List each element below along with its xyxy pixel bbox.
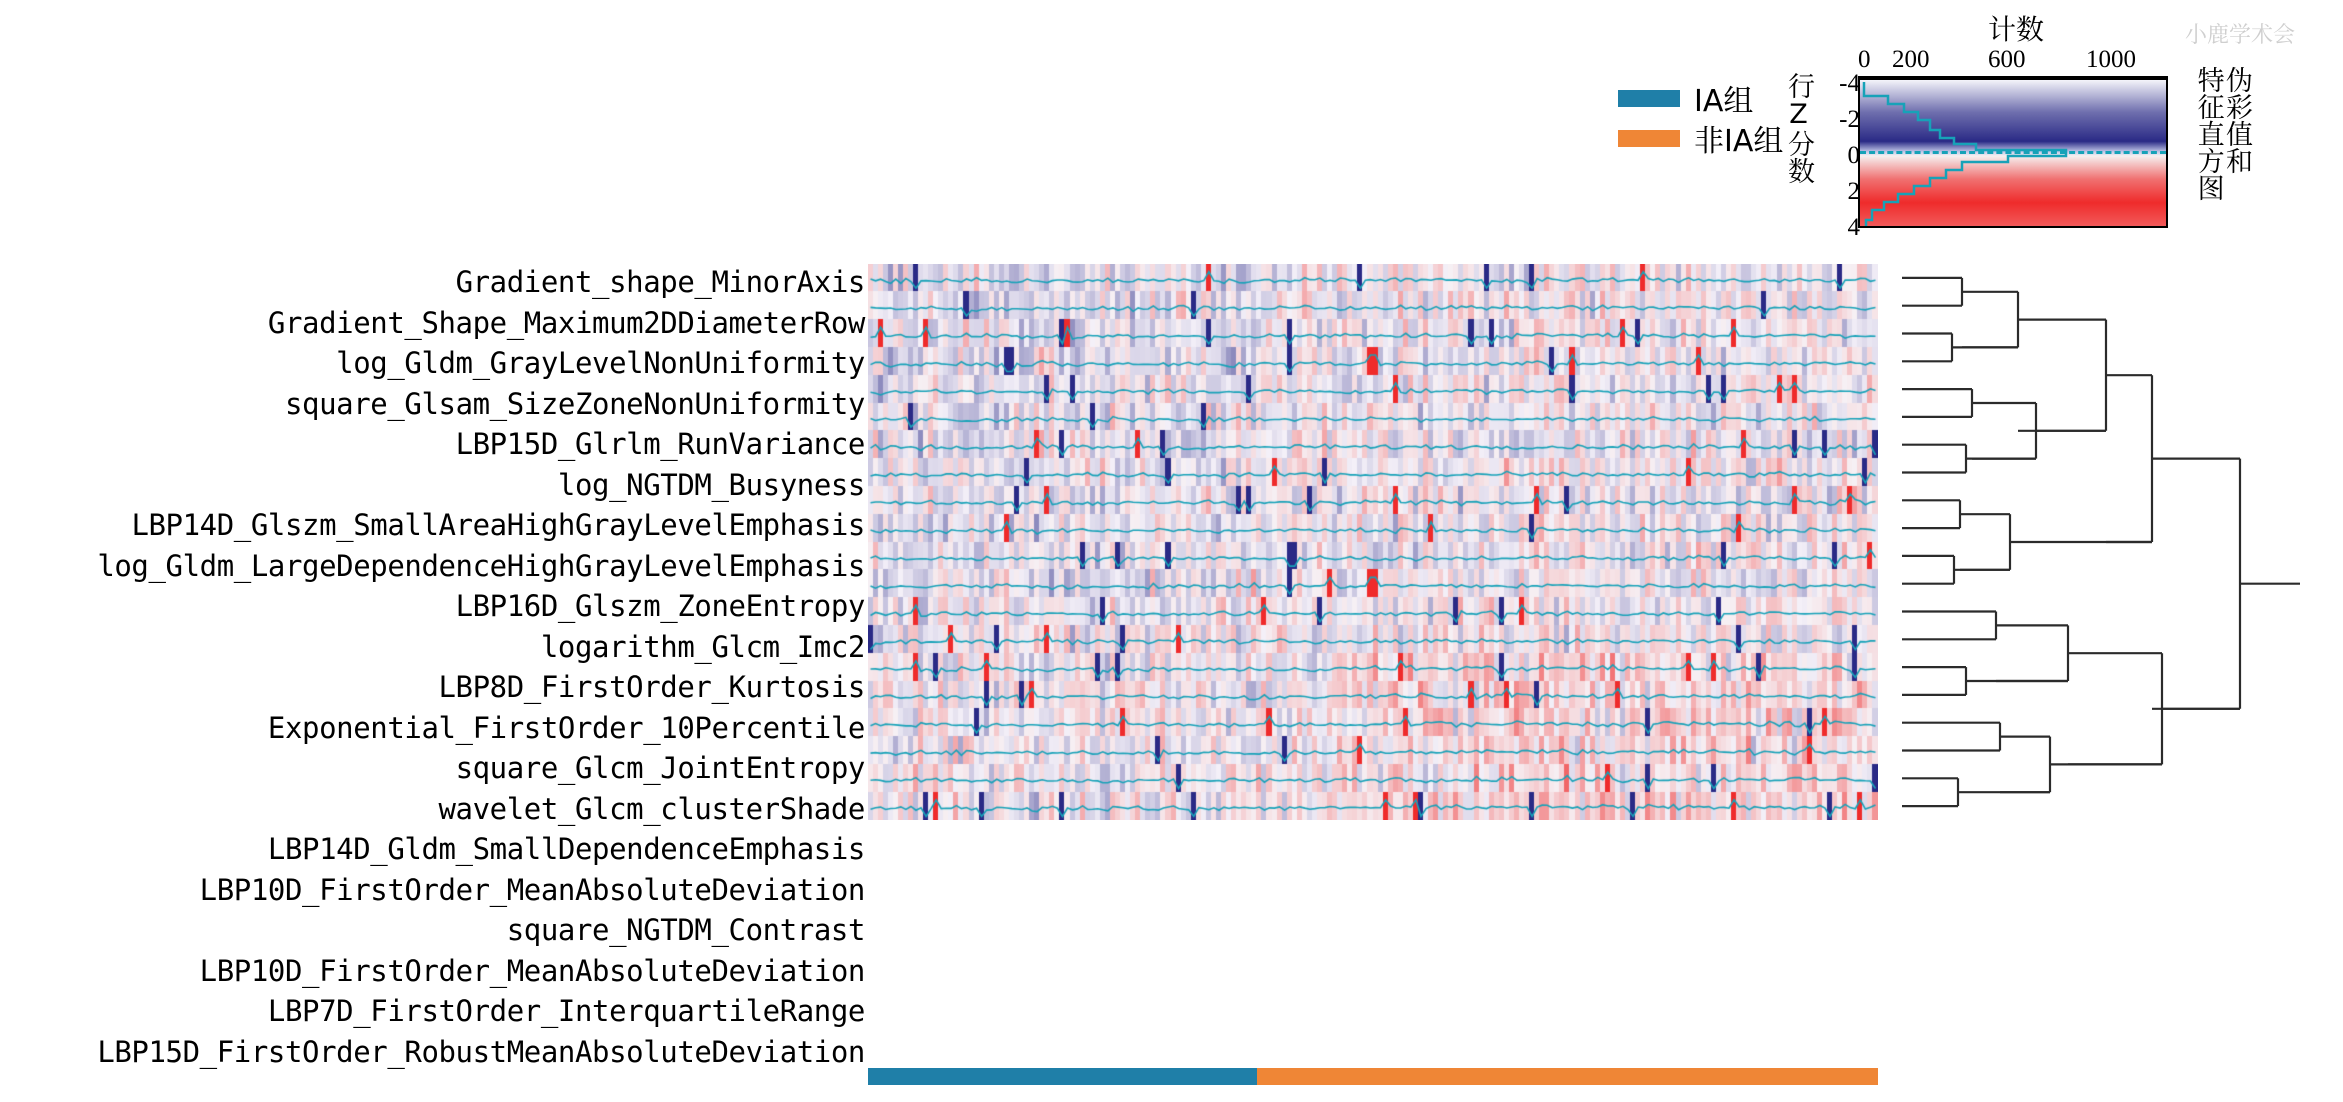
row-label: Gradient_Shape_Maximum2DDiameterRow (267, 305, 865, 340)
color-key-ytick: -4 (1839, 70, 1860, 97)
row-dendrogram (1900, 264, 2320, 820)
color-key-xtick: 0 (1858, 46, 1871, 73)
watermark: 小鹿学术会 (2185, 23, 2296, 48)
row-label: LBP10D_FirstOrder_MeanAbsoluteDeviation (199, 872, 865, 907)
row-label: square_Glcm_JointEntropy (455, 751, 865, 785)
color-key-ytick: -2 (1839, 106, 1860, 133)
color-key-xtick: 200 (1892, 46, 1930, 73)
color-key-ytick: 0 (1847, 142, 1860, 169)
color-key-ytick: 4 (1847, 214, 1860, 241)
legend-item (1618, 78, 1783, 118)
legend-swatch-non-ia (1618, 130, 1680, 147)
legend-swatch-ia (1618, 90, 1680, 107)
row-label: LBP15D_FirstOrder_RobustMeanAbsoluteDeviation (97, 1034, 865, 1069)
row-label: Gradient_shape_MinorAxis (455, 265, 865, 299)
color-key-title: 计数 (1988, 13, 2045, 46)
row-label: log_NGTDM_Busyness (557, 467, 865, 502)
legend-item (1618, 118, 1783, 158)
row-label: square_Glsam_SizeZoneNonUniformity (284, 386, 865, 421)
column-group-segment (868, 1068, 1257, 1085)
row-label: LBP15D_Glrlm_RunVariance (455, 427, 865, 461)
color-key-zero-line (1860, 151, 2166, 154)
row-label: wavelet_Glcm_clusterShade (438, 791, 865, 826)
color-key-right-label (2178, 66, 2250, 201)
heatmap-canvas-container (868, 264, 1878, 820)
color-key-x-ticks (1858, 46, 2168, 76)
column-group-bar (868, 1068, 1878, 1085)
color-key-y-label: 行Z分数 (1783, 72, 1814, 184)
row-label: square_NGTDM_Contrast (506, 913, 865, 947)
color-key-xtick: 600 (1988, 46, 2026, 73)
column-group-segment (1257, 1068, 1878, 1085)
row-label: LBP10D_FirstOrder_MeanAbsoluteDeviation (199, 953, 865, 988)
row-label-list (20, 262, 865, 1072)
color-key-xtick: 1000 (2086, 46, 2136, 73)
row-label: log_Gldm_LargeDependenceHighGrayLevelEmphasis (97, 548, 865, 583)
color-key-right-label-line2: 特征直方图 (2192, 66, 2224, 201)
row-label: LBP8D_FirstOrder_Kurtosis (438, 670, 865, 704)
legend-label-ia: IA组 (1694, 84, 1754, 119)
row-label: LBP14D_Glszm_SmallAreaHighGrayLevelEmphasis (131, 508, 865, 542)
color-key-ytick: 2 (1847, 178, 1860, 205)
heatmap-canvas (868, 264, 1878, 820)
legend-label-non-ia: 非IA组 (1694, 124, 1784, 159)
group-legend (1618, 78, 1783, 158)
row-label: LBP7D_FirstOrder_InterquartileRange (267, 994, 865, 1028)
color-key-right-label-line1: 伪彩值和 (2221, 66, 2252, 174)
row-label: log_Gldm_GrayLevelNonUniformity (336, 346, 865, 380)
row-label: Exponential_FirstOrder_10Percentile (267, 710, 865, 745)
color-key-y-ticks (1820, 70, 1860, 241)
row-label: LBP14D_Gldm_SmallDependenceEmphasis (267, 832, 865, 866)
row-label: LBP16D_Glszm_ZoneEntropy (455, 589, 865, 623)
row-label: logarithm_Glcm_Imc2 (540, 629, 865, 664)
